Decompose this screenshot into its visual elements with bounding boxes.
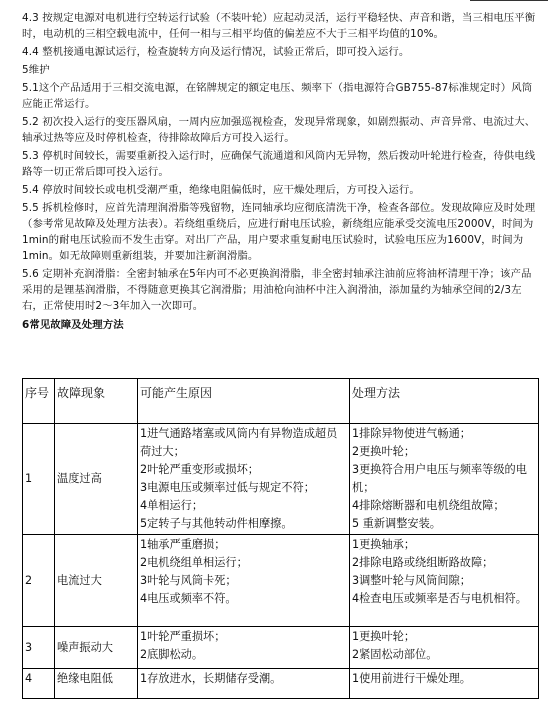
cause-item: 3电源电压或频率过低与规定不符； [140,481,315,494]
row-causes [138,669,350,699]
row-symptom: 温度过高 [55,424,138,535]
paragraph-5-3: 5.3 停机时间较长，需要重新投入运行时，应确保气流通道和风筒内无异物，然后拨动叶轮进行检查，待供电线路等一切正常后即可投入运行。 [22,150,536,178]
remedy-item: 2排除电路或绕组断路故障； [352,556,494,569]
remedy-item: 5 重新调整安装。 [352,517,441,530]
row-symptom: 绝缘电阻低 [55,669,138,699]
cause-item: 1轴承严重磨损； [140,538,226,551]
fault-table [22,378,539,699]
cause-item: 2电机绕组单相运行； [140,556,248,569]
table-row [23,424,539,535]
row-symptom: 电流过大 [55,535,138,627]
row-remedies [350,669,539,699]
table-row [23,535,539,627]
row-remedies [350,535,539,627]
paragraph-5-6: 5.6 定期补充润滑脂：全密封轴承在5年内可不必更换润滑脂，非全密封轴承注油前应将油杯清理干净；该产品采用的是锂基润滑脂，不得随意更换其它润滑脂；用油枪向油杯中注入润滑油，添加量约为轴承空间的2/3左右，正常使用时2～3年加入一次即可。 [22,268,532,312]
table-header-row [23,379,539,424]
row-causes [138,424,350,535]
remedy-item: 3调整叶轮与风筒间隙； [352,574,471,587]
paragraph-5-1: 5.1这个产品适用于三相交流电源，在铭牌规定的额定电压、频率下（指电源符合GB755-87标准规定时）风筒应能正常运行。 [22,82,533,110]
remedy-item: 4排除熔断器和电机绕组故障； [352,499,505,512]
remedy-item: 1更换轴承； [352,538,416,551]
table-row [23,627,539,669]
cause-item: 4电压或频率不符。 [140,592,237,605]
cause-item: 4单相运行； [140,499,204,512]
paragraph-5-5: 5.5 拆机检修时，应首先清理润滑脂等残留物，连同轴承均应彻底清洗干净，检查各部位。发现故障应及时处理（参考常见故障及处理方法表）。若绕组重绕后，应进行耐电压试验，新绕组应能承受交流电压2000V，时间为1min的耐电压试验而不发生击穿。对出厂产品，用户要求重复耐电压试验时，试验电压应为1600V，时间为1min。如无故障则重新组装，并要加注新润滑脂。 [22,202,536,262]
section-heading-maintenance: 5维护 [22,64,50,76]
remedy-item: 1使用前进行干燥处理。 [352,672,471,685]
paragraph-4-3: 4.3 按规定电源对电机进行空转运行试验（不装叶轮）应起动灵活，运行平稳轻快、声音和谐，当三相电压平衡时，电动机的三相空载电流中，任何一相与三相平均值的偏差应不大于三相平均值的10%。 [22,12,536,40]
header-remedies: 处理方法 [350,379,539,424]
paragraph-5-2: 5.2 初次投入运行的变压器风扇，一周内应加强巡视检查，发现异常现象，如剧烈振动、声音异常、电流过大、轴承过热等应及时停机检查，待排除故障后方可投入运行。 [22,116,536,144]
remedy-item: 3更换符合用户电压与频率等级的电机； [352,463,527,494]
paragraph-4-4: 4.4 整机接通电源试运行，检查旋转方向及运行情况，试验正常后，即可投入运行。 [22,46,410,58]
cause-item: 5定转子与其他转动件相摩擦。 [140,517,293,530]
header-symptom: 故障现象 [55,379,138,424]
remedy-item: 2紧固松动部位。 [352,648,438,661]
header-causes: 可能产生原因 [138,379,350,424]
row-no: 2 [23,535,55,627]
header-rule [470,0,548,1]
row-causes [138,627,350,669]
header-no: 序号 [23,379,55,424]
row-remedies [350,424,539,535]
cause-item: 2叶轮严重变形或损坏； [140,463,259,476]
row-no: 1 [23,424,55,535]
row-no: 4 [23,669,55,699]
cause-item: 1叶轮严重损坏； [140,630,226,643]
cause-item: 3叶轮与风筒卡死； [140,574,237,587]
row-no: 3 [23,627,55,669]
remedy-item: 2更换叶轮； [352,445,416,458]
cause-item: 2底脚松动。 [140,648,204,661]
remedy-item: 1更换叶轮； [352,630,416,643]
remedy-item: 4检查电压或频率是否与电机相符。 [352,592,527,605]
row-remedies [350,627,539,669]
maintenance-text [22,10,538,333]
row-causes [138,535,350,627]
table-title: 6常见故障及处理方法 [22,319,124,331]
row-symptom: 噪声振动大 [55,627,138,669]
cause-item: 1存放进水，长期储存受潮。 [140,672,282,685]
remedy-item: 1排除异物使进气畅通； [352,427,471,440]
table-row [23,669,539,699]
paragraph-5-4: 5.4 停放时间较长或电机受潮严重，绝缘电阻偏低时，应干燥处理后，方可投入运行。 [22,184,420,196]
cause-item: 1进气通路堵塞或风筒内有异物造成超员荷过大； [140,427,338,458]
